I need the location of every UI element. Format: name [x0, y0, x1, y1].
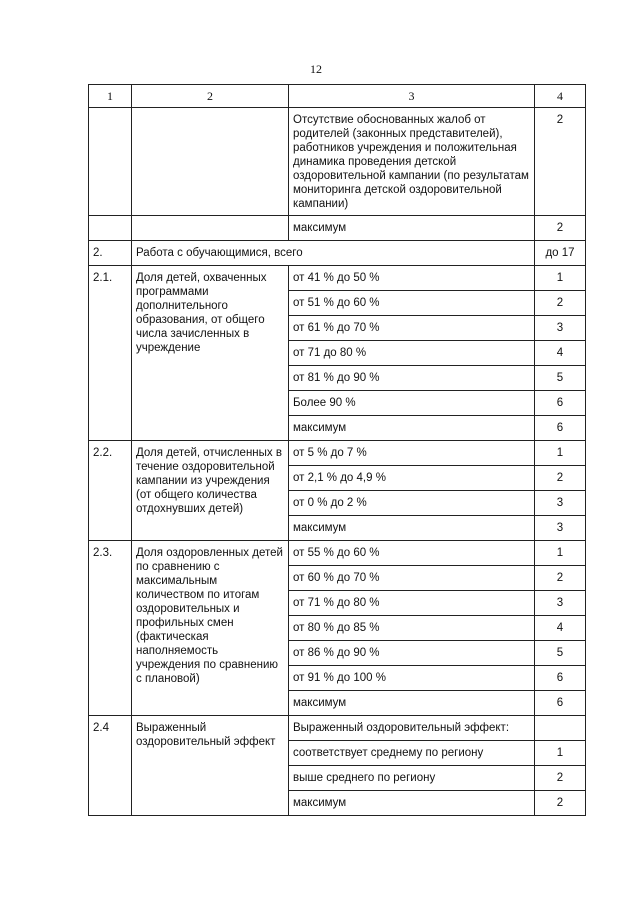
option-label: от 0 % до 2 % — [289, 491, 535, 516]
table-row — [89, 441, 586, 466]
item-number: 2.1. — [89, 266, 132, 441]
option-label: от 41 % до 50 % — [289, 266, 535, 291]
score-cell: 2 — [535, 766, 586, 791]
score-cell: 3 — [535, 316, 586, 341]
header-cell: 3 — [289, 85, 535, 108]
section-number: 2. — [89, 241, 132, 266]
option-label: максимум — [289, 516, 535, 541]
option-label: максимум — [289, 691, 535, 716]
item-title: Доля детей, отчисленных в течение оздоровительной кампании из учреждения (от общего количества отдохнувших детей) — [132, 441, 289, 541]
option-label: соответствует среднему по региону — [289, 741, 535, 766]
score-cell: 2 — [535, 466, 586, 491]
option-label: от 81 % до 90 % — [289, 366, 535, 391]
score-cell: 2 — [535, 216, 586, 241]
item-number: 2.3. — [89, 541, 132, 716]
option-label: от 71 % до 80 % — [289, 591, 535, 616]
option-label: от 91 % до 100 % — [289, 666, 535, 691]
option-label: от 86 % до 90 % — [289, 641, 535, 666]
score-cell: до 17 — [535, 241, 586, 266]
option-label: от 60 % до 70 % — [289, 566, 535, 591]
table-row — [89, 216, 586, 241]
score-cell: 3 — [535, 591, 586, 616]
option-label: от 5 % до 7 % — [289, 441, 535, 466]
option-label: от 2,1 % до 4,9 % — [289, 466, 535, 491]
score-cell: 2 — [535, 108, 586, 216]
score-cell: 5 — [535, 641, 586, 666]
item-number: 2.2. — [89, 441, 132, 541]
score-cell: 6 — [535, 691, 586, 716]
score-cell: 4 — [535, 341, 586, 366]
option-label: Более 90 % — [289, 391, 535, 416]
option-subheading: Выраженный оздоровительный эффект: — [289, 716, 535, 741]
score-cell: 1 — [535, 441, 586, 466]
section-row — [89, 241, 586, 266]
score-cell: 3 — [535, 491, 586, 516]
score-cell: 1 — [535, 266, 586, 291]
option-label: от 51 % до 60 % — [289, 291, 535, 316]
score-cell: 2 — [535, 566, 586, 591]
option-label: от 71 до 80 % — [289, 341, 535, 366]
item-title: Доля детей, охваченных программами дополнительного образования, от общего числа зачисленных в учреждение — [132, 266, 289, 441]
header-cell: 1 — [89, 85, 132, 108]
table-row — [89, 108, 586, 216]
header-row — [89, 85, 586, 108]
option-label: от 61 % до 70 % — [289, 316, 535, 341]
score-cell: 1 — [535, 541, 586, 566]
item-title: Доля оздоровленных детей по сравнению с максимальным количеством по итогам оздоровительных и профильных смен (фактическая наполняемость учреждения по сравнению с плановой) — [132, 541, 289, 716]
score-cell: 1 — [535, 741, 586, 766]
option-label: от 55 % до 60 % — [289, 541, 535, 566]
score-cell: 5 — [535, 366, 586, 391]
score-cell: 6 — [535, 416, 586, 441]
option-label: максимум — [289, 216, 535, 241]
score-cell: 6 — [535, 391, 586, 416]
criterion-text: Отсутствие обоснованных жалоб от родителей (законных представителей), работников учреждения и положительная динамика проведения детской оздоровительной кампании (по результатам мониторинга детской оздоровительной кампании) — [289, 108, 535, 216]
header-cell: 4 — [535, 85, 586, 108]
option-label: от 80 % до 85 % — [289, 616, 535, 641]
score-cell: 2 — [535, 291, 586, 316]
score-cell: 6 — [535, 666, 586, 691]
table-row — [89, 541, 586, 566]
page-number: 12 — [310, 62, 322, 76]
header-cell: 2 — [132, 85, 289, 108]
score-cell: 3 — [535, 516, 586, 541]
table-row — [89, 716, 586, 741]
option-label: максимум — [289, 791, 535, 816]
table-row — [89, 266, 586, 291]
score-cell: 4 — [535, 616, 586, 641]
item-number: 2.4 — [89, 716, 132, 816]
option-label: выше среднего по региону — [289, 766, 535, 791]
option-label: максимум — [289, 416, 535, 441]
score-cell: 2 — [535, 791, 586, 816]
section-title: Работа с обучающимися, всего — [132, 241, 535, 266]
item-title: Выраженный оздоровительный эффект — [132, 716, 289, 816]
criteria-table — [88, 84, 586, 816]
